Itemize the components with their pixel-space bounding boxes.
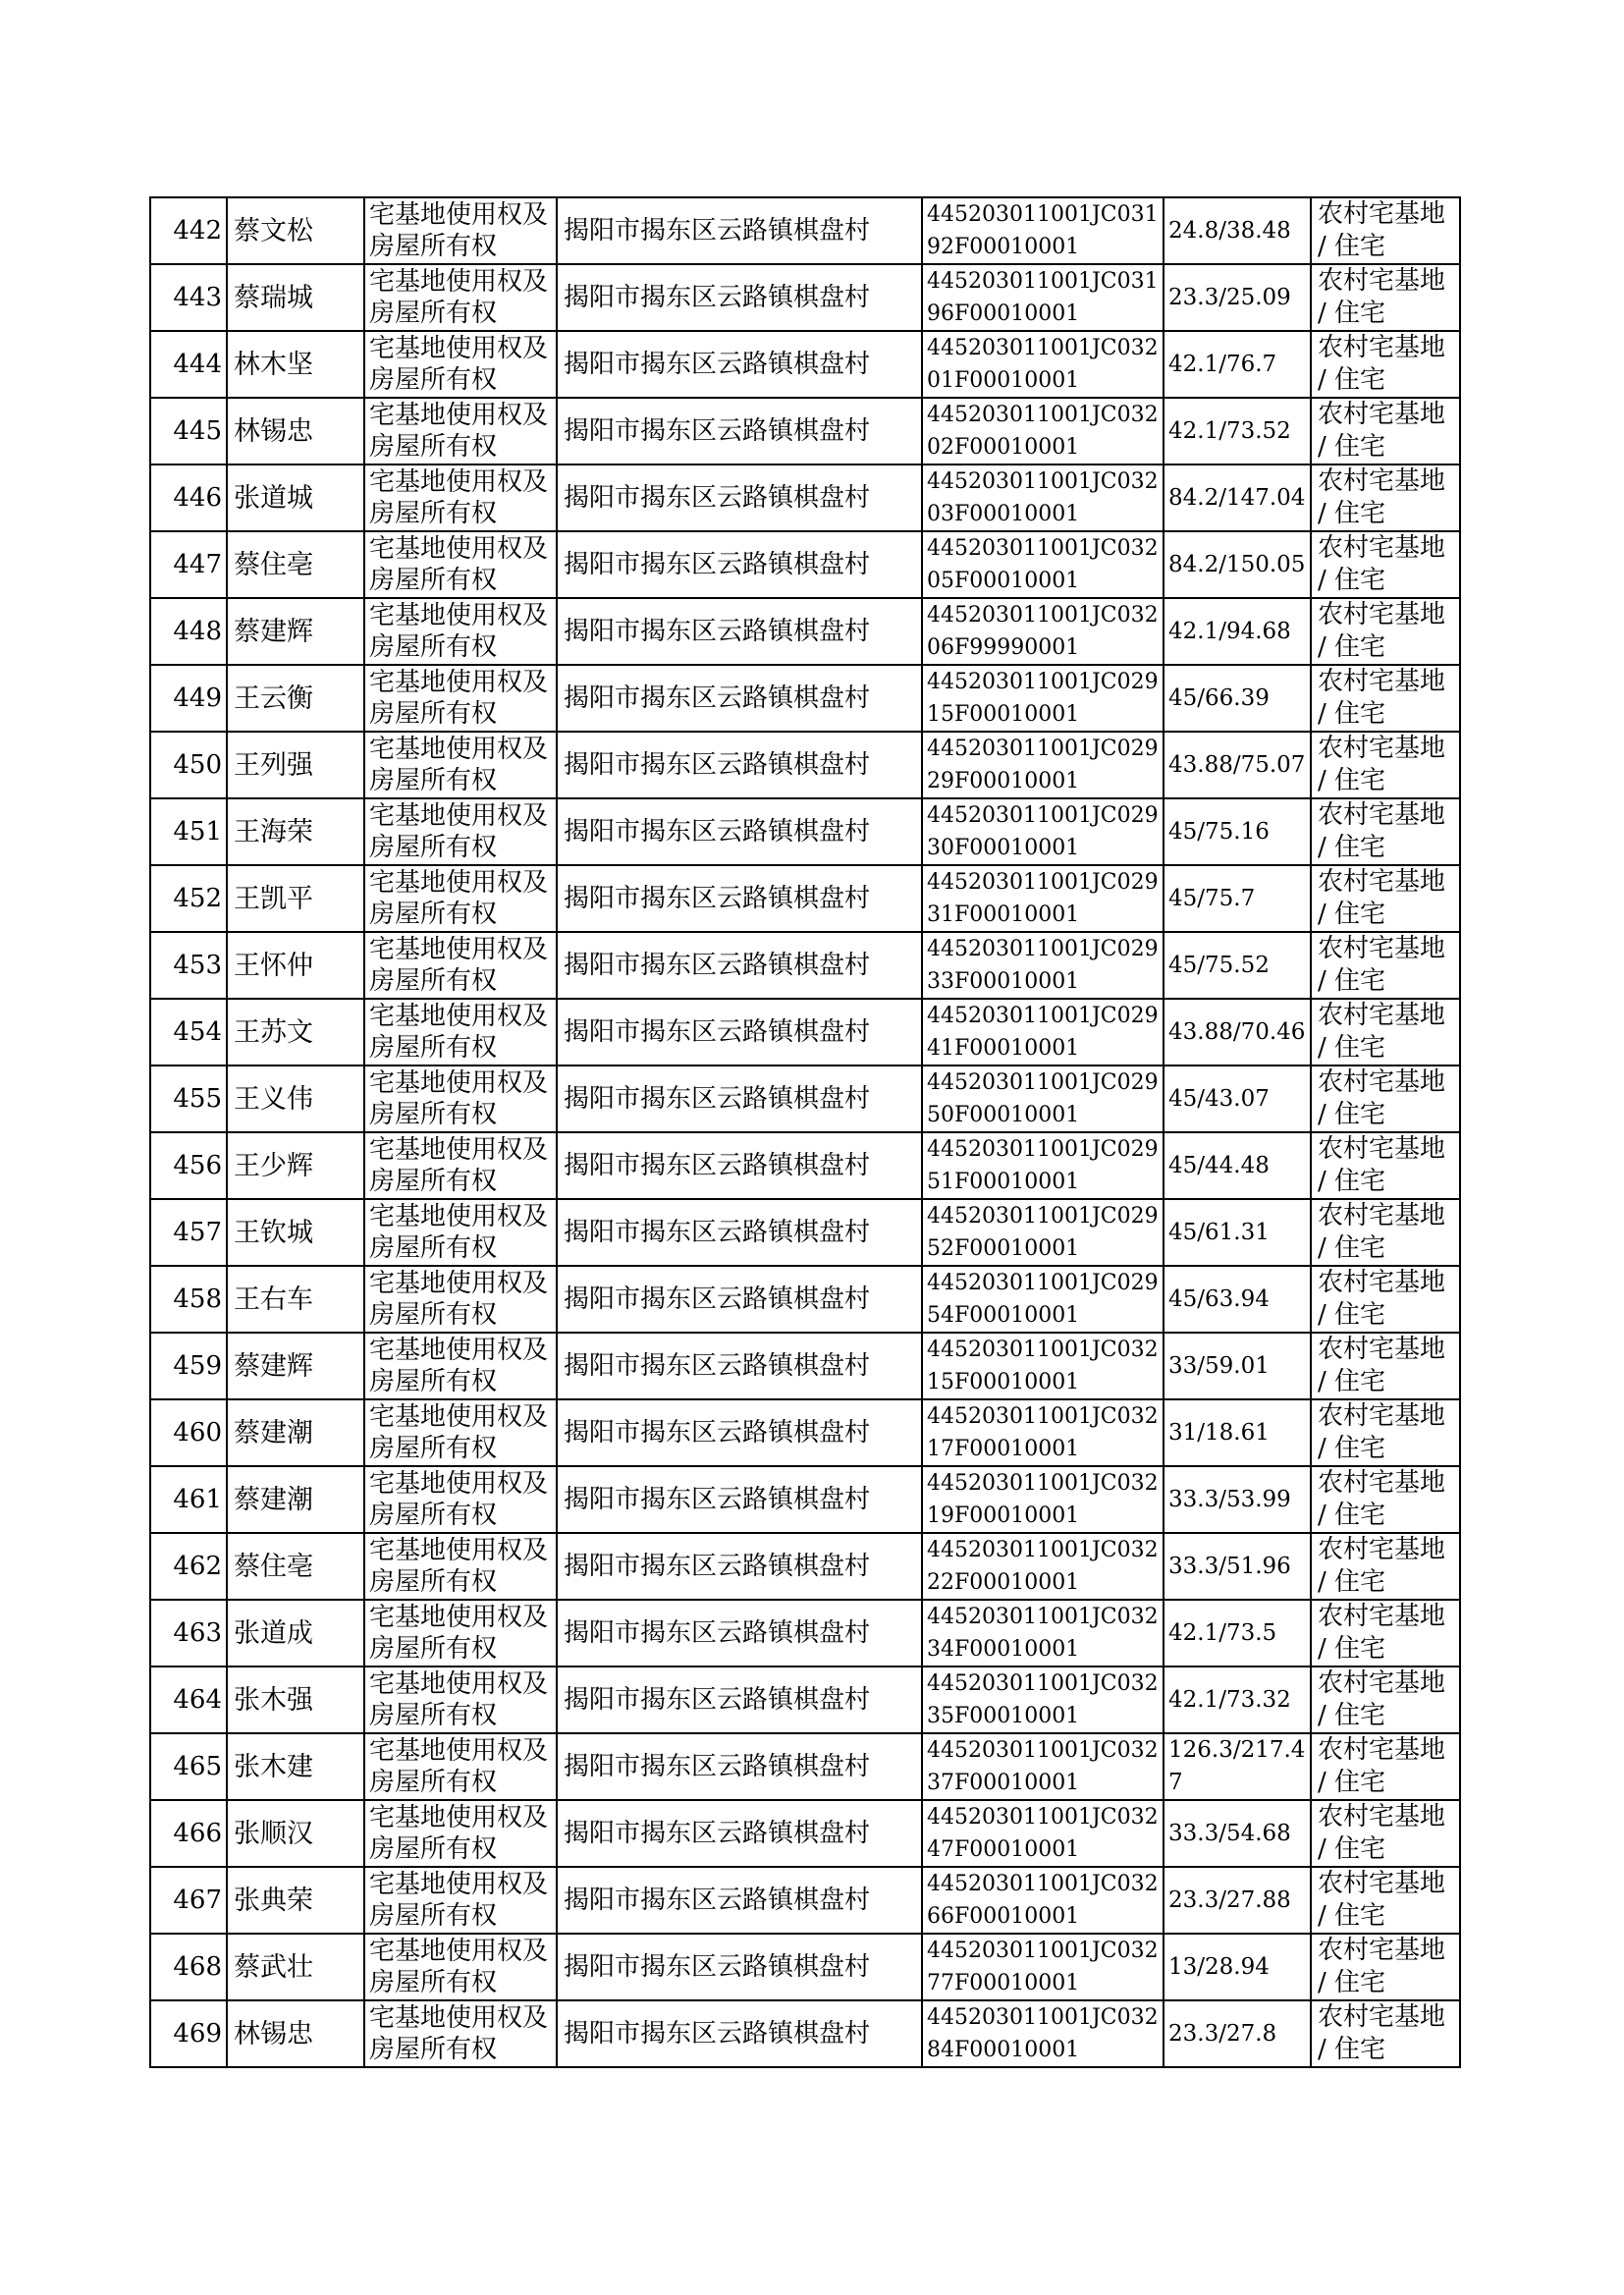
location-cell: 揭阳市揭东区云路镇棋盘村: [557, 1733, 922, 1800]
land-use-cell: 农村宅基地 / 住宅: [1311, 1600, 1460, 1667]
location-cell: 揭阳市揭东区云路镇棋盘村: [557, 732, 922, 798]
right-type-cell: 宅基地使用权及房屋所有权: [364, 264, 557, 331]
owner-name-cell: 林锡忠: [227, 2000, 364, 2067]
location-cell: 揭阳市揭东区云路镇棋盘村: [557, 1399, 922, 1466]
area-cell: 45/66.39: [1164, 665, 1311, 732]
area-cell: 23.3/27.8: [1164, 2000, 1311, 2067]
land-use-cell: 农村宅基地 / 住宅: [1311, 598, 1460, 665]
row-number-cell: 465: [150, 1733, 227, 1800]
area-cell: 33/59.01: [1164, 1333, 1311, 1399]
parcel-code-cell: 445203011001JC03203F00010001: [922, 464, 1164, 531]
area-cell: 43.88/75.07: [1164, 732, 1311, 798]
owner-name-cell: 王苏文: [227, 999, 364, 1066]
row-number-cell: 443: [150, 264, 227, 331]
right-type-cell: 宅基地使用权及房屋所有权: [364, 598, 557, 665]
location-cell: 揭阳市揭东区云路镇棋盘村: [557, 1066, 922, 1132]
location-cell: 揭阳市揭东区云路镇棋盘村: [557, 1600, 922, 1667]
right-type-cell: 宅基地使用权及房屋所有权: [364, 798, 557, 865]
table-row: [150, 531, 1460, 598]
location-cell: 揭阳市揭东区云路镇棋盘村: [557, 197, 922, 264]
table-row: [150, 331, 1460, 398]
right-type-cell: 宅基地使用权及房屋所有权: [364, 2000, 557, 2067]
location-cell: 揭阳市揭东区云路镇棋盘村: [557, 464, 922, 531]
location-cell: 揭阳市揭东区云路镇棋盘村: [557, 1867, 922, 1934]
right-type-cell: 宅基地使用权及房屋所有权: [364, 932, 557, 999]
land-use-cell: 农村宅基地 / 住宅: [1311, 932, 1460, 999]
area-cell: 42.1/73.32: [1164, 1667, 1311, 1733]
owner-name-cell: 蔡建辉: [227, 1333, 364, 1399]
parcel-code-cell: 445203011001JC03205F00010001: [922, 531, 1164, 598]
owner-name-cell: 王钦城: [227, 1199, 364, 1266]
right-type-cell: 宅基地使用权及房屋所有权: [364, 1333, 557, 1399]
row-number-cell: 457: [150, 1199, 227, 1266]
land-use-cell: 农村宅基地 / 住宅: [1311, 732, 1460, 798]
table-row: [150, 1600, 1460, 1667]
location-cell: 揭阳市揭东区云路镇棋盘村: [557, 264, 922, 331]
row-number-cell: 452: [150, 865, 227, 932]
right-type-cell: 宅基地使用权及房屋所有权: [364, 464, 557, 531]
right-type-cell: 宅基地使用权及房屋所有权: [364, 1733, 557, 1800]
area-cell: 23.3/25.09: [1164, 264, 1311, 331]
owner-name-cell: 蔡瑞城: [227, 264, 364, 331]
row-number-cell: 459: [150, 1333, 227, 1399]
table-row: [150, 197, 1460, 264]
land-use-cell: 农村宅基地 / 住宅: [1311, 331, 1460, 398]
table-row: [150, 798, 1460, 865]
owner-name-cell: 林锡忠: [227, 398, 364, 464]
land-use-cell: 农村宅基地 / 住宅: [1311, 1199, 1460, 1266]
owner-name-cell: 张木建: [227, 1733, 364, 1800]
row-number-cell: 444: [150, 331, 227, 398]
table-row: [150, 1066, 1460, 1132]
location-cell: 揭阳市揭东区云路镇棋盘村: [557, 999, 922, 1066]
land-use-cell: 农村宅基地 / 住宅: [1311, 1733, 1460, 1800]
land-use-cell: 农村宅基地 / 住宅: [1311, 197, 1460, 264]
location-cell: 揭阳市揭东区云路镇棋盘村: [557, 1800, 922, 1867]
parcel-code-cell: 445203011001JC03235F00010001: [922, 1667, 1164, 1733]
parcel-code-cell: 445203011001JC03234F00010001: [922, 1600, 1164, 1667]
right-type-cell: 宅基地使用权及房屋所有权: [364, 1199, 557, 1266]
parcel-code-cell: 445203011001JC03222F00010001: [922, 1533, 1164, 1600]
table-row: [150, 1867, 1460, 1934]
owner-name-cell: 蔡建潮: [227, 1466, 364, 1533]
owner-name-cell: 张典荣: [227, 1867, 364, 1934]
row-number-cell: 462: [150, 1533, 227, 1600]
table-row: [150, 1399, 1460, 1466]
land-use-cell: 农村宅基地 / 住宅: [1311, 398, 1460, 464]
right-type-cell: 宅基地使用权及房屋所有权: [364, 1533, 557, 1600]
parcel-code-cell: 445203011001JC02954F00010001: [922, 1266, 1164, 1333]
land-use-cell: 农村宅基地 / 住宅: [1311, 1399, 1460, 1466]
land-use-cell: 农村宅基地 / 住宅: [1311, 1667, 1460, 1733]
row-number-cell: 467: [150, 1867, 227, 1934]
location-cell: 揭阳市揭东区云路镇棋盘村: [557, 398, 922, 464]
land-use-cell: 农村宅基地 / 住宅: [1311, 1132, 1460, 1199]
parcel-code-cell: 445203011001JC03192F00010001: [922, 197, 1164, 264]
area-cell: 24.8/38.48: [1164, 197, 1311, 264]
area-cell: 43.88/70.46: [1164, 999, 1311, 1066]
right-type-cell: 宅基地使用权及房屋所有权: [364, 732, 557, 798]
row-number-cell: 446: [150, 464, 227, 531]
parcel-code-cell: 445203011001JC03206F99990001: [922, 598, 1164, 665]
right-type-cell: 宅基地使用权及房屋所有权: [364, 1600, 557, 1667]
table-row: [150, 1733, 1460, 1800]
table-row: [150, 598, 1460, 665]
area-cell: 45/43.07: [1164, 1066, 1311, 1132]
parcel-code-cell: 445203011001JC02933F00010001: [922, 932, 1164, 999]
parcel-code-cell: 445203011001JC02930F00010001: [922, 798, 1164, 865]
row-number-cell: 455: [150, 1066, 227, 1132]
land-use-cell: 农村宅基地 / 住宅: [1311, 1266, 1460, 1333]
location-cell: 揭阳市揭东区云路镇棋盘村: [557, 665, 922, 732]
land-use-cell: 农村宅基地 / 住宅: [1311, 1800, 1460, 1867]
owner-name-cell: 张顺汉: [227, 1800, 364, 1867]
parcel-code-cell: 445203011001JC03202F00010001: [922, 398, 1164, 464]
parcel-code-cell: 445203011001JC03196F00010001: [922, 264, 1164, 331]
row-number-cell: 466: [150, 1800, 227, 1867]
parcel-code-cell: 445203011001JC02951F00010001: [922, 1132, 1164, 1199]
table-row: [150, 398, 1460, 464]
right-type-cell: 宅基地使用权及房屋所有权: [364, 531, 557, 598]
area-cell: 45/75.52: [1164, 932, 1311, 999]
table-row: [150, 932, 1460, 999]
area-cell: 45/61.31: [1164, 1199, 1311, 1266]
right-type-cell: 宅基地使用权及房屋所有权: [364, 1667, 557, 1733]
right-type-cell: 宅基地使用权及房屋所有权: [364, 197, 557, 264]
area-cell: 42.1/76.7: [1164, 331, 1311, 398]
row-number-cell: 454: [150, 999, 227, 1066]
table-row: [150, 1333, 1460, 1399]
location-cell: 揭阳市揭东区云路镇棋盘村: [557, 1466, 922, 1533]
table-row: [150, 665, 1460, 732]
row-number-cell: 450: [150, 732, 227, 798]
area-cell: 23.3/27.88: [1164, 1867, 1311, 1934]
right-type-cell: 宅基地使用权及房屋所有权: [364, 1066, 557, 1132]
parcel-code-cell: 445203011001JC03215F00010001: [922, 1333, 1164, 1399]
table-row: [150, 1934, 1460, 2000]
row-number-cell: 460: [150, 1399, 227, 1466]
right-type-cell: 宅基地使用权及房屋所有权: [364, 1867, 557, 1934]
row-number-cell: 448: [150, 598, 227, 665]
area-cell: 45/44.48: [1164, 1132, 1311, 1199]
table-row: [150, 1266, 1460, 1333]
right-type-cell: 宅基地使用权及房屋所有权: [364, 1132, 557, 1199]
right-type-cell: 宅基地使用权及房屋所有权: [364, 1934, 557, 2000]
parcel-code-cell: 445203011001JC02931F00010001: [922, 865, 1164, 932]
table-row: [150, 1466, 1460, 1533]
table-body: [150, 197, 1460, 2067]
location-cell: 揭阳市揭东区云路镇棋盘村: [557, 2000, 922, 2067]
location-cell: 揭阳市揭东区云路镇棋盘村: [557, 1934, 922, 2000]
table-row: [150, 1199, 1460, 1266]
row-number-cell: 445: [150, 398, 227, 464]
owner-name-cell: 林木坚: [227, 331, 364, 398]
area-cell: 45/75.7: [1164, 865, 1311, 932]
location-cell: 揭阳市揭东区云路镇棋盘村: [557, 531, 922, 598]
area-cell: 42.1/73.52: [1164, 398, 1311, 464]
row-number-cell: 468: [150, 1934, 227, 2000]
right-type-cell: 宅基地使用权及房屋所有权: [364, 1800, 557, 1867]
land-use-cell: 农村宅基地 / 住宅: [1311, 798, 1460, 865]
right-type-cell: 宅基地使用权及房屋所有权: [364, 865, 557, 932]
parcel-code-cell: 445203011001JC03277F00010001: [922, 1934, 1164, 2000]
location-cell: 揭阳市揭东区云路镇棋盘村: [557, 598, 922, 665]
right-type-cell: 宅基地使用权及房屋所有权: [364, 1399, 557, 1466]
parcel-code-cell: 445203011001JC03237F00010001: [922, 1733, 1164, 1800]
row-number-cell: 469: [150, 2000, 227, 2067]
right-type-cell: 宅基地使用权及房屋所有权: [364, 398, 557, 464]
table-row: [150, 1132, 1460, 1199]
location-cell: 揭阳市揭东区云路镇棋盘村: [557, 1667, 922, 1733]
owner-name-cell: 王凯平: [227, 865, 364, 932]
area-cell: 45/75.16: [1164, 798, 1311, 865]
land-use-cell: 农村宅基地 / 住宅: [1311, 264, 1460, 331]
location-cell: 揭阳市揭东区云路镇棋盘村: [557, 331, 922, 398]
owner-name-cell: 王义伟: [227, 1066, 364, 1132]
parcel-code-cell: 445203011001JC03284F00010001: [922, 2000, 1164, 2067]
location-cell: 揭阳市揭东区云路镇棋盘村: [557, 1533, 922, 1600]
right-type-cell: 宅基地使用权及房屋所有权: [364, 1466, 557, 1533]
right-type-cell: 宅基地使用权及房屋所有权: [364, 665, 557, 732]
owner-name-cell: 张道成: [227, 1600, 364, 1667]
area-cell: 126.3/217.47: [1164, 1733, 1311, 1800]
table-row: [150, 464, 1460, 531]
right-type-cell: 宅基地使用权及房屋所有权: [364, 1266, 557, 1333]
parcel-code-cell: 445203011001JC03266F00010001: [922, 1867, 1164, 1934]
table-row: [150, 1533, 1460, 1600]
row-number-cell: 463: [150, 1600, 227, 1667]
row-number-cell: 456: [150, 1132, 227, 1199]
land-use-cell: 农村宅基地 / 住宅: [1311, 1466, 1460, 1533]
location-cell: 揭阳市揭东区云路镇棋盘村: [557, 1132, 922, 1199]
row-number-cell: 464: [150, 1667, 227, 1733]
row-number-cell: 451: [150, 798, 227, 865]
owner-name-cell: 王右车: [227, 1266, 364, 1333]
land-use-cell: 农村宅基地 / 住宅: [1311, 531, 1460, 598]
table-row: [150, 1800, 1460, 1867]
parcel-code-cell: 445203011001JC02915F00010001: [922, 665, 1164, 732]
table-row: [150, 2000, 1460, 2067]
right-type-cell: 宅基地使用权及房屋所有权: [364, 999, 557, 1066]
owner-name-cell: 王列强: [227, 732, 364, 798]
owner-name-cell: 蔡建辉: [227, 598, 364, 665]
parcel-code-cell: 445203011001JC03219F00010001: [922, 1466, 1164, 1533]
area-cell: 33.3/54.68: [1164, 1800, 1311, 1867]
land-use-cell: 农村宅基地 / 住宅: [1311, 1066, 1460, 1132]
land-use-cell: 农村宅基地 / 住宅: [1311, 464, 1460, 531]
location-cell: 揭阳市揭东区云路镇棋盘村: [557, 798, 922, 865]
parcel-code-cell: 445203011001JC02941F00010001: [922, 999, 1164, 1066]
area-cell: 42.1/73.5: [1164, 1600, 1311, 1667]
land-use-cell: 农村宅基地 / 住宅: [1311, 999, 1460, 1066]
area-cell: 33.3/53.99: [1164, 1466, 1311, 1533]
table-row: [150, 732, 1460, 798]
location-cell: 揭阳市揭东区云路镇棋盘村: [557, 865, 922, 932]
land-use-cell: 农村宅基地 / 住宅: [1311, 1867, 1460, 1934]
row-number-cell: 461: [150, 1466, 227, 1533]
location-cell: 揭阳市揭东区云路镇棋盘村: [557, 1266, 922, 1333]
row-number-cell: 447: [150, 531, 227, 598]
row-number-cell: 449: [150, 665, 227, 732]
owner-name-cell: 蔡文松: [227, 197, 364, 264]
parcel-code-cell: 445203011001JC02929F00010001: [922, 732, 1164, 798]
row-number-cell: 453: [150, 932, 227, 999]
land-use-cell: 农村宅基地 / 住宅: [1311, 665, 1460, 732]
owner-name-cell: 张道城: [227, 464, 364, 531]
owner-name-cell: 王云衡: [227, 665, 364, 732]
table-row: [150, 264, 1460, 331]
row-number-cell: 442: [150, 197, 227, 264]
owner-name-cell: 张木强: [227, 1667, 364, 1733]
area-cell: 31/18.61: [1164, 1399, 1311, 1466]
data-table: [149, 196, 1461, 2068]
land-use-cell: 农村宅基地 / 住宅: [1311, 1333, 1460, 1399]
area-cell: 42.1/94.68: [1164, 598, 1311, 665]
table-row: [150, 865, 1460, 932]
location-cell: 揭阳市揭东区云路镇棋盘村: [557, 1199, 922, 1266]
owner-name-cell: 蔡武壮: [227, 1934, 364, 2000]
owner-name-cell: 蔡住亳: [227, 531, 364, 598]
land-use-cell: 农村宅基地 / 住宅: [1311, 1934, 1460, 2000]
parcel-code-cell: 445203011001JC02952F00010001: [922, 1199, 1164, 1266]
area-cell: 84.2/147.04: [1164, 464, 1311, 531]
area-cell: 45/63.94: [1164, 1266, 1311, 1333]
land-use-cell: 农村宅基地 / 住宅: [1311, 865, 1460, 932]
table-row: [150, 1667, 1460, 1733]
parcel-code-cell: 445203011001JC03201F00010001: [922, 331, 1164, 398]
area-cell: 33.3/51.96: [1164, 1533, 1311, 1600]
area-cell: 84.2/150.05: [1164, 531, 1311, 598]
owner-name-cell: 王怀仲: [227, 932, 364, 999]
location-cell: 揭阳市揭东区云路镇棋盘村: [557, 932, 922, 999]
right-type-cell: 宅基地使用权及房屋所有权: [364, 331, 557, 398]
owner-name-cell: 王少辉: [227, 1132, 364, 1199]
parcel-code-cell: 445203011001JC02950F00010001: [922, 1066, 1164, 1132]
owner-name-cell: 蔡建潮: [227, 1399, 364, 1466]
owner-name-cell: 王海荣: [227, 798, 364, 865]
parcel-code-cell: 445203011001JC03217F00010001: [922, 1399, 1164, 1466]
land-use-cell: 农村宅基地 / 住宅: [1311, 1533, 1460, 1600]
table-row: [150, 999, 1460, 1066]
area-cell: 13/28.94: [1164, 1934, 1311, 2000]
row-number-cell: 458: [150, 1266, 227, 1333]
parcel-code-cell: 445203011001JC03247F00010001: [922, 1800, 1164, 1867]
owner-name-cell: 蔡住亳: [227, 1533, 364, 1600]
location-cell: 揭阳市揭东区云路镇棋盘村: [557, 1333, 922, 1399]
land-use-cell: 农村宅基地 / 住宅: [1311, 2000, 1460, 2067]
